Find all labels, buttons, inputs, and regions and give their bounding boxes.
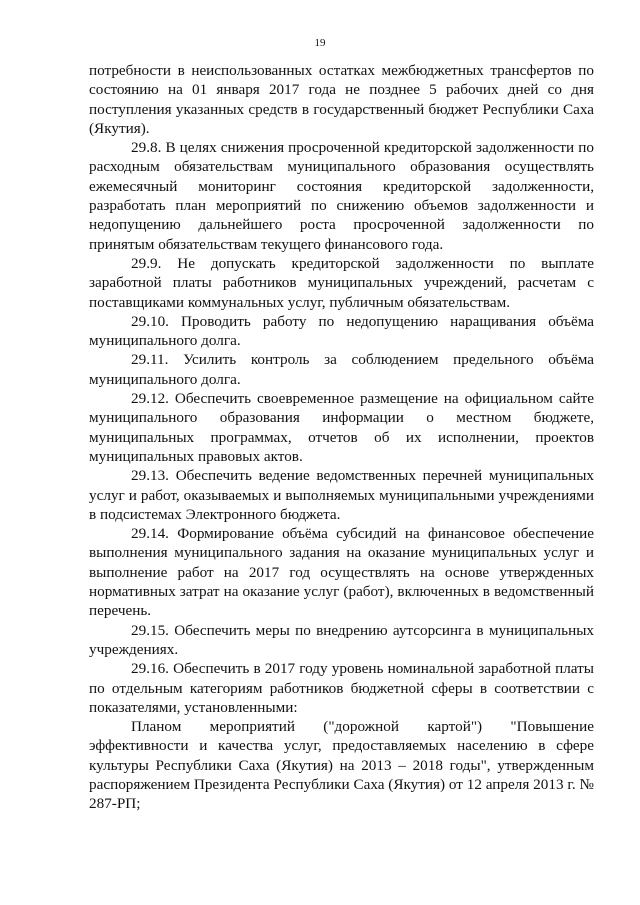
page-number: 19 — [314, 37, 326, 49]
paragraph-29-15: 29.15. Обеспечить меры по внедрению аутсорсинга в муниципальных учреждениях. — [89, 621, 594, 658]
paragraph-roadmap-plan: Планом мероприятий ("дорожной картой") "Повышение эффективности и качества услуг, предоставляемых населению в сфере культуры Республики Саха (Якутия) на 2013 – 2018 годы", утвержденным распоряжением Президента Республики Саха (Якутия) от 12 апреля 2013 г. № 287-РП; — [89, 718, 594, 813]
paragraph-29-11: 29.11. Усилить контроль за соблюдением предельного объёма муниципального долга. — [89, 351, 594, 388]
paragraph-29-16: 29.16. Обеспечить в 2017 году уровень номинальной заработной платы по отдельным категориям работников бюджетной сферы в соответствии с показателями, установленными: — [89, 660, 594, 716]
document-body — [89, 61, 594, 814]
paragraph-29-12: 29.12. Обеспечить своевременное размещение на официальном сайте муниципального образования информации о местном бюджете, муниципальных программах, отчетов об их исполнении, проектов муниципальных правовых актов. — [89, 390, 594, 465]
paragraph-29-8: 29.8. В целях снижения просроченной кредиторской задолженности по расходным обязательствам муниципального образования осуществлять ежемесячный мониторинг состояния кредиторской задолженности, разработать план мероприятий по снижению объемов задолженности и недопущению дальнейшего роста просроченной задолженности по принятым обязательствам текущего финансового года. — [89, 139, 594, 253]
paragraph-29-10: 29.10. Проводить работу по недопущению наращивания объёма муниципального долга. — [89, 312, 594, 350]
paragraph-29-14: 29.14. Формирование объёма субсидий на финансовое обеспечение выполнения муниципального задания на оказание муниципальных услуг и выполнение работ на 2017 год осуществлять на основе утвержденных нормативных затрат на оказание услуг (работ), включенных в ведомственный перечень. — [89, 525, 594, 620]
paragraph-continuation: потребности в неиспользованных остатках межбюджетных трансфертов по состоянию на 01 января 2017 года не позднее 5 рабочих дней со дня поступления указанных средств в государственный бюджет Республики Саха (Якутия). — [89, 62, 594, 137]
paragraph-29-9: 29.9. Не допускать кредиторской задолженности по выплате заработной платы работников муниципальных учреждений, расчетам с поставщиками коммунальных услуг, публичным обязательствам. — [89, 254, 594, 311]
paragraph-29-13: 29.13. Обеспечить ведение ведомственных перечней муниципальных услуг и работ, оказываемых и выполняемых муниципальными учреждениями в подсистемах Электронного бюджета. — [89, 467, 594, 523]
